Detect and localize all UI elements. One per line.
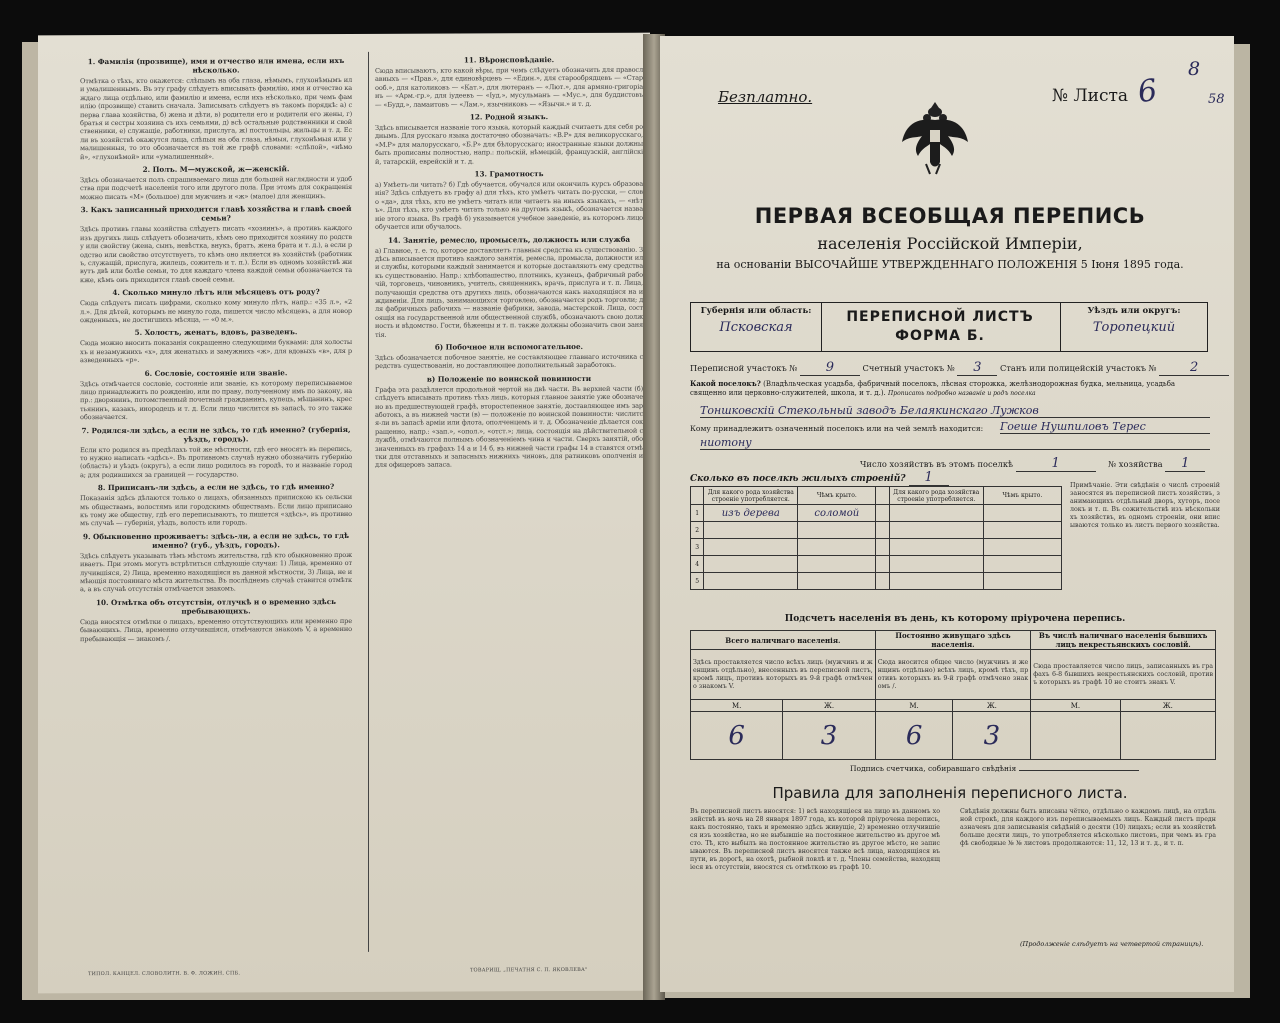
form-subtitle: населенія Россійской Имперіи, bbox=[817, 234, 1083, 253]
buildings-row-number-2 bbox=[876, 505, 889, 522]
table-row bbox=[691, 539, 1062, 556]
buildings-value: 1 bbox=[909, 470, 949, 486]
buildings-row-purpose-2 bbox=[889, 556, 983, 573]
police-district-value: 2 bbox=[1159, 360, 1229, 376]
section-text: Здѣсь отмѣчается сословіе, состояніе или званіе, къ которому переписываемое лицо принадлежитъ по рожденію, или по праву, полученному имъ по закону, напр.: дворянинъ, потомственный почетный гражданинъ, купецъ, мѣщанинъ, крестьянинъ, казакъ, инородецъ и т. д. Если лицо числится въ запасѣ, то это также обозначается. bbox=[80, 378, 352, 422]
buildings-row-purpose-2 bbox=[889, 539, 983, 556]
section-heading: 2. Полъ. М—мужской, ж—женскій. bbox=[142, 164, 290, 174]
buildings-row-roof: соломой bbox=[798, 505, 876, 522]
buildings-table bbox=[690, 486, 1062, 590]
left-column-2 bbox=[368, 51, 643, 952]
section-text: Графа эта раздѣляется продольной чертой на двѣ части. Въ верхней части (б) слѣдуетъ вписывать противъ тѣхъ лицъ, которыя главное занятіе уже обозначено въ предшествующей графѣ, второстепенное занятіе, доставляющее имъ заработокъ, а въ нижней части (в) — положеніе по воинской повинности: числится-ли въ запасѣ армiи или флота, ополченцемъ и т. д. Обозначеніе дѣлается сокращенно, напр.: «зап.», «опол.», «отст.»; лица, состоящія на дѣйствительной службѣ, отмѣчаются полнымъ обозначеніемъ чина и части. Сверхъ занятій, обозначенныхъ въ графахъ 14 а и 14 б, въ нижней части графы 14 в ставятся отмѣтки для отставныхъ и запасныхъ нижнихъ чиновъ, для ратниковъ ополченія и для офицеровъ запаса. bbox=[375, 384, 643, 470]
buildings-row-roof bbox=[798, 556, 876, 573]
section-text: Здѣсь обозначается побочное занятіе, не составляющее главнаго источника средствъ существованія, но доставляющее дополнительный заработокъ. bbox=[375, 352, 643, 371]
legal-basis: на основаніи ВЫСОЧАЙШЕ УТВЕРЖДЕННАГО ПОЛОЖЕНІЯ 5 Іюня 1895 года. bbox=[716, 258, 1184, 271]
district-row bbox=[690, 360, 1229, 376]
signature-line bbox=[1019, 770, 1139, 771]
count-permanent-desc: Сюда вносится общее число (мужчинъ и женщинъ отдѣльно) всѣхъ лицъ, кромѣ тѣхъ, противъ которыхъ въ 9-й графѣ отмѣчено знакомъ /. bbox=[875, 650, 1031, 700]
count-perm-zh-head: Ж. bbox=[953, 700, 1031, 712]
signature-label: Подпись счетчика, собиравшаго свѣдѣнія bbox=[850, 764, 1017, 773]
buildings-row-purpose: изъ дерева bbox=[704, 505, 798, 522]
settlement-label: Какой поселокъ? bbox=[690, 379, 761, 388]
section-heading: 8. Приписанъ-ли здѣсь, а если не здѣсь, то гдѣ именно? bbox=[97, 482, 335, 493]
continued-note: (Продолженіе слѣдуетъ на четвертой страницѣ). bbox=[1020, 940, 1204, 948]
section-heading: 11. Вѣроисповѣданіе. bbox=[463, 55, 555, 65]
buildings-row-purpose-2 bbox=[889, 505, 983, 522]
count-district-label: Счетный участокъ № bbox=[862, 363, 955, 373]
buildings-row-roof-2 bbox=[983, 539, 1061, 556]
section-text: Здѣсь противъ главы хозяйства слѣдуетъ писать «хозяинъ», а противъ каждого изъ другихъ лицъ слѣдуетъ обозначить, кѣмъ оно приходится хозяину по родству или свойству (жена, сынъ, невѣстка, внукъ, братъ, жена брата и т. д.), а если родство или свойство отсутствуетъ, то кѣмъ оно является въ хозяйствѣ (работникъ, служащій, прислуга, жилецъ, сожитель и т. п.). Если въ одномъ хозяйствѣ живутъ двѣ или болѣе семьи, то для каждаго члена каждой семьи обозначается также, кѣмъ онъ приходится главѣ своей семьи. bbox=[80, 224, 352, 284]
count-noncrest-header: Въ числѣ наличнаго населенія бывшихъ лицъ некрестьянскихъ сословій. bbox=[1031, 631, 1216, 650]
census-district-label: Переписной участокъ № bbox=[690, 363, 798, 373]
gubernia-value: Псковская bbox=[719, 320, 793, 335]
buildings-row-number: 4 bbox=[691, 556, 704, 573]
count-district-value: 3 bbox=[957, 360, 997, 376]
population-count-table bbox=[690, 630, 1216, 760]
buildings-row-roof-2 bbox=[983, 522, 1061, 539]
section-heading: 5. Холостъ, женатъ, вдовъ, разведенъ. bbox=[134, 327, 298, 338]
section-text: Отмѣтка о тѣхъ, кто окажется: слѣпымъ на оба глаза, нѣмымъ, глухонѣмымъ или умалишеннымъ. Въ эту графу слѣдуетъ вписывать фамилію, имя и отчество каждаго лица отдѣльно, или фамилію и имена, если ихъ нѣсколько, при чемъ фамилію (прозвище) ставить сначала. Записывать слѣдуетъ въ такомъ порядкѣ: а) сперва глава хозяйства, б) жена и дѣти, в) родители его и родители его жены, г) братья и сестры хозяина съ ихъ семьями, д) всѣ остальные родственники и свойственники, е) служащіе, работники, прислуга, ж) постояльцы, жильцы и т. д. Если въ хозяйствѣ окажутся лица, слѣпыя на оба глаза, нѣмыя, глухонѣмыя или умалишенныя, то это обозначается въ той же графѣ словами: «слѣпой», «нѣмой», «глухонѣмой» или «умалишенный». bbox=[80, 75, 352, 161]
section-text: Сюда вносятся отмѣтки о лицахъ, временно отсутствующихъ или временно пребывающихъ. Лица, временно отлучившіяся, отмѣчаются знакомъ V, а временно пребывающія — знакомъ /. bbox=[80, 616, 352, 643]
census-district-value: 9 bbox=[800, 360, 860, 376]
section-heading: 12. Родной языкъ. bbox=[469, 112, 549, 122]
section-heading: 10. Отмѣтка объ отсутствіи, отлучкѣ и о временно здѣсь пребывающихъ. bbox=[96, 596, 336, 616]
section-heading: 6. Сословіе, состояніе или званіе. bbox=[144, 367, 288, 378]
form-line-1: ПЕРЕПИСНОЙ ЛИСТЪ bbox=[846, 309, 1034, 325]
count-total-zh-head: Ж. bbox=[783, 700, 875, 712]
section-text: Сюда слѣдуетъ писать цифрами, сколько кому минуло лѣтъ, напр.: «35 л.», «2 л.». Для дѣтей, которымъ не минуло года, пишется число мѣсяцевъ, а для новорожденныхъ, не достигшихъ мѣсяца, — «0 м.». bbox=[80, 298, 352, 325]
buildings-row-number-2 bbox=[876, 522, 889, 539]
buildings-row-roof bbox=[798, 539, 876, 556]
buildings-col-roof: Чѣмъ крыто. bbox=[798, 487, 876, 505]
section-heading: 7. Родился-ли здѣсь, а если не здѣсь, то гдѣ именно? (губернія, уѣздъ, городъ). bbox=[81, 424, 351, 444]
households-label: Число хозяйствъ въ этомъ поселкѣ bbox=[860, 459, 1014, 469]
form-title: ПЕРВАЯ ВСЕОБЩАЯ ПЕРЕПИСЬ bbox=[754, 204, 1146, 228]
left-column-1 bbox=[80, 52, 352, 953]
buildings-col-roof-2: Чѣмъ крыто. bbox=[983, 487, 1061, 505]
rules-title: Правила для заполненія переписного листа. bbox=[772, 784, 1128, 802]
count-noncr-m-head: М. bbox=[1031, 700, 1120, 712]
census-form-page bbox=[660, 36, 1234, 992]
buildings-side-note: Примѣчаніе. Эти свѣдѣнія о числѣ строеній заносятся въ переписной листъ хозяйствъ, занимающихъ отдѣльный дворъ, хуторъ, поселокъ и т. п. Въ сожительствѣ изъ нѣсколькихъ хозяйствъ, въ одномъ строеніи, они вписываются только въ листъ первого хозяйства. bbox=[1070, 482, 1220, 529]
buildings-row-purpose-2 bbox=[889, 522, 983, 539]
sheet-number-handwritten: 6 bbox=[1135, 72, 1160, 111]
table-row bbox=[691, 505, 1062, 522]
buildings-label: Сколько въ поселкѣ жилыхъ строеній? bbox=[690, 474, 906, 484]
printer-imprint-left: ТИПОЛ. КАНЦЕЛ. СЛОВОЛИТН. В. Ф. ЛОЖИН, СПБ. bbox=[88, 970, 241, 978]
section-heading: 9. Обыкновенно проживаетъ: здѣсь-ли, а если не здѣсь, то гдѣ именно? (губ., уѣздъ, городъ). bbox=[82, 530, 350, 550]
count-total-desc: Здѣсь проставляется число всѣхъ лицъ (мужчинъ и женщинъ отдѣльно), внесенныхъ въ переписной листъ, кромѣ лицъ, противъ которыхъ въ 9-й графѣ отмѣчено знакомъ V. bbox=[691, 650, 876, 700]
form-line-2: ФОРМА Б. bbox=[895, 328, 985, 344]
settlement-row bbox=[690, 379, 1210, 398]
section-heading: 3. Какъ записанный приходится главѣ хозяйства и главѣ своей семьи? bbox=[80, 204, 352, 223]
buildings-row-number: 5 bbox=[691, 573, 704, 590]
count-total-m-head: М. bbox=[691, 700, 783, 712]
count-total-header: Всего наличнаго населенія. bbox=[691, 631, 876, 650]
imperial-eagle-emblem bbox=[900, 96, 970, 178]
owner-label: Кому принадлежитъ означенный поселокъ или на чей землѣ находится: bbox=[690, 424, 984, 433]
buildings-row-purpose bbox=[704, 573, 798, 590]
section-text: Здѣсь обозначается полъ спрашиваемаго лица для большей наглядности и удобства при подсчетѣ населенія того или другого пола. При этомъ для сокращенія можно писать «М» (большое) для мужчинъ и «ж» (малое) для женщинъ. bbox=[80, 175, 352, 202]
section-heading: 14. Занятіе, ремесло, промыселъ, должность или служба bbox=[387, 234, 631, 245]
rules-column-2: Свѣдѣнія должны быть вписаны чётко, отдѣльно о каждомъ лицѣ, на отдѣльной строкѣ, для каждого изъ переписываемыхъ лицъ. Каждый листъ предназначенъ для записыванія свѣдѣній о десяти (10) лицахъ; если въ хозяйствѣ больше десяти лицъ, то употребляется нѣсколько листовъ, при чемъ въ графѣ свободные № № листовъ продолжаются: 11, 12, 13 и т. д., и т. п. bbox=[960, 808, 1216, 847]
buildings-row-number: 1 bbox=[691, 505, 704, 522]
buildings-col-purpose: Для какого рода хозяйства строеніе употребляется. bbox=[704, 487, 798, 505]
signature-row bbox=[850, 764, 1139, 773]
table-row bbox=[691, 573, 1062, 590]
sheet-number-label: № Листа bbox=[1052, 86, 1129, 106]
count-total-zh: 3 bbox=[783, 712, 875, 760]
section-heading: 4. Сколько минуло лѣтъ или мѣсяцевъ отъ роду? bbox=[112, 287, 320, 298]
section-text: а) Умѣетъ-ли читать? б) Гдѣ обучается, обучался или окончилъ курсъ образованія? Здѣсь слѣдуетъ въ графу а) для тѣхъ, кто умѣетъ читать по-русски, — слово «да», для тѣхъ, кто не умѣетъ читать или читаетъ на иныхъ языкахъ, — «нѣтъ». Для тѣхъ, кто умѣетъ читать только на другомъ языкѣ, обозначается названіе этого языка. Въ графѣ б) указывается учебное заведеніе, въ которомъ лицо обучается или обучалось. bbox=[375, 179, 643, 231]
count-noncr-zh-head: Ж. bbox=[1120, 700, 1215, 712]
count-permanent-header: Постоянно живущаго здѣсь населенія. bbox=[875, 631, 1031, 650]
buildings-row-purpose-2 bbox=[889, 573, 983, 590]
buildings-row-number-2 bbox=[876, 539, 889, 556]
section-text: Показанія здѣсь дѣлаются только о лицахъ, обязанныхъ припискою къ сельскимъ обществамъ, волостямъ или городскимъ обществамъ. Если лицо приписано къ тому же обществу, гдѣ его переписываютъ, то пишется «здѣсь», въ противномъ случаѣ — губернія, уѣздъ, волость или городъ. bbox=[80, 493, 352, 528]
population-count-title: Подсчетъ населенія въ день, къ которому пріурочена перепись. bbox=[784, 614, 1126, 624]
household-no-value: 1 bbox=[1165, 456, 1205, 472]
buildings-row-purpose bbox=[704, 539, 798, 556]
section-heading: б) Побочное или вспомогательное. bbox=[434, 341, 584, 352]
buildings-row-roof-2 bbox=[983, 556, 1061, 573]
police-district-label: Станъ или полицейскій участокъ № bbox=[999, 363, 1157, 373]
count-perm-zh: 3 bbox=[953, 712, 1031, 760]
count-total-m: 6 bbox=[691, 712, 783, 760]
buildings-row-roof-2 bbox=[983, 505, 1061, 522]
section-text: Здѣсь вписывается названіе того языка, который каждый считаетъ для себя роднымъ. Для русскаго языка достаточно обозначать: «В.Р» для великорусскаго, «М.Р» для малорусскаго, «Б.Р» для бѣлорусскаго; иностранные языки должны быть прописаны полностью, напр.: польскій, нѣмецкій, французскій, англійскій, татарскій, еврейскій и т. д. bbox=[375, 122, 643, 166]
count-perm-m: 6 bbox=[875, 712, 953, 760]
buildings-row-number-2 bbox=[876, 556, 889, 573]
section-text: Сюда можно вносить показанія сокращенно следующими буквами: для холостыхъ и незамужнихъ «х», для женатыхъ и замужнихъ «ж», для вдовыхъ «в», для разведенныхъ «р». bbox=[80, 338, 352, 365]
section-text: Сюда вписываютъ, кто какой вѣры, при чемъ слѣдуетъ обозначить для православныхъ — «Прав.», для единовѣрцевъ — «Един.», для старообрядцевъ — «Старооб.», для католиковъ — «Кат.», для лютеранъ — «Лют.», для армяно-григоріанъ — «Арм.-гр.», для іудеевъ — «Іуд.», мусульманъ — «Мус.», для буддистовъ — «Будд.», ламаитовъ — «Лам.», язычниковъ — «Язычн.» и т. д. bbox=[375, 65, 643, 109]
buildings-row-number-2 bbox=[876, 573, 889, 590]
rules-column-1: Въ переписной листъ вносятся: 1) всѣ находящіеся на лицо въ данномъ хозяйствѣ въ ночь на 28 января 1897 года, къ которой пріурочена перепись, какъ постоянно, такъ и временно здѣсь живущіе, 2) временно отлучившіеся изъ хозяйства, но не выбывшіе на постоянное жительство въ другое мѣсто. Тѣ, кто выбылъ на постоянное жительство въ другое мѣсто, не записываются. Въ переписной листъ вносятся также всѣ лица, находящіяся въ пути, въ дорогѣ, на охотѣ, рыбной ловлѣ и т. д. Члены семейства, находящіеся въ отсутствіи, вносятся съ отмѣткою въ графѣ 10. bbox=[690, 808, 940, 871]
buildings-row-roof-2 bbox=[983, 573, 1061, 590]
count-noncr-zh bbox=[1120, 712, 1215, 760]
buildings-row-purpose bbox=[704, 522, 798, 539]
buildings-row-number: 2 bbox=[691, 522, 704, 539]
section-text: а) Главное, т. е. то, которое доставляетъ главныя средства къ существованію. Здѣсь вписывается противъ каждого занятія, ремесла, промысла, должности или службы, которыми каждый занимается и которые доставляютъ ему средства къ существованію. Напр.: хлѣбопашество, плотникъ, кузнецъ, фабричный рабочій, торговецъ, чиновникъ, учитель, священникъ, врачъ, прислуга и т. п. Лица, получающія средства отъ другихъ лицъ, обозначаются какъ находящіяся на иждивеніи. Для лицъ, занимающихся торговлею, обозначается родъ торговли; для фабричныхъ рабочихъ — названіе фабрики, завода, мастерской. Лица, состоящія на государственной или общественной службѣ, обозначаютъ свою должность и вѣдомство. Гости, бѣженцы и т. п. также должны обозначить свои занятія. bbox=[375, 245, 643, 339]
archive-number-b: 58 bbox=[1208, 92, 1225, 107]
settlement-note: (Владѣльческая усадьба, фабричный поселокъ, лѣсная сторожка, желѣзнодорожная будка, мельница, усадьба священно или церковно-служителей, школа, и т. д.). bbox=[690, 380, 1176, 397]
buildings-row-number: 3 bbox=[691, 539, 704, 556]
section-heading: 1. Фамилія (прозвище), имя и отчество или имена, если ихъ нѣсколько. bbox=[87, 55, 345, 75]
gubernia-label: Губернія или область: bbox=[700, 306, 812, 316]
count-noncr-m bbox=[1031, 712, 1120, 760]
table-row bbox=[691, 556, 1062, 573]
settlement-value: Тоншковскій Стекольный заводъ Белаякинскаго Лужков bbox=[700, 404, 1210, 418]
section-text: Здѣсь слѣдуетъ указывать тѣмъ мѣстомъ жительства, гдѣ кто обыкновенно проживаетъ. При этомъ могутъ встрѣтиться слѣдующіе случаи: 1) Лица, временно отлучившіяся, 2) Лица, временно находящіяся въ данной мѣстности, 3) Лица, не имѣющія постояннаго мѣста жительства. Въ послѣднемъ случаѣ ставится отмѣтка, а въ случаѣ отсутствія отмѣчается знакомъ. bbox=[80, 550, 352, 594]
buildings-row-roof bbox=[798, 522, 876, 539]
owner-value: Гоеше Нушпиловъ Терес bbox=[1000, 420, 1210, 434]
printer-imprint-right: ТОВАРИЩ. „ПЕЧАТНЯ С. П. ЯКОВЛЕВА" bbox=[470, 966, 588, 974]
buildings-label-row bbox=[690, 470, 949, 486]
section-heading: в) Положеніе по воинской повинности bbox=[426, 373, 592, 384]
uezd-box bbox=[1060, 302, 1208, 352]
households-value: 1 bbox=[1016, 456, 1096, 472]
uezd-value: Торопецкий bbox=[1092, 320, 1176, 335]
table-row bbox=[691, 522, 1062, 539]
buildings-row-purpose bbox=[704, 556, 798, 573]
count-noncrest-desc: Сюда проставляется число лицъ, записанныхъ въ графахъ 6-8 бывшихъ некрестьянскихъ сословій, противъ которыхъ въ графѣ 10 не стоитъ знакъ V. bbox=[1031, 650, 1216, 700]
count-perm-m-head: М. bbox=[875, 700, 953, 712]
free-label: Безплатно. bbox=[718, 88, 813, 106]
section-text: Если кто родился въ предѣлахъ той же мѣстности, гдѣ его вносятъ въ перепись, то нужно написать «здѣсь». Въ противномъ случаѣ нужно обозначить губернію (область) и уѣздъ (округъ), а если лицо родилось въ городѣ, то и названіе города; для родившихся за границей — государство. bbox=[80, 444, 352, 479]
section-heading: 13. Грамотность bbox=[474, 169, 544, 179]
buildings-row-roof bbox=[798, 573, 876, 590]
owner-value-continued: ниотону bbox=[700, 436, 1210, 450]
form-name-box bbox=[820, 302, 1060, 352]
household-no-label: № хозяйства bbox=[1108, 459, 1163, 469]
archive-number-a: 8 bbox=[1188, 58, 1201, 80]
uezd-label: Уѣздъ или округъ: bbox=[1087, 306, 1181, 316]
left-page bbox=[38, 33, 650, 994]
buildings-col-purpose-2: Для какого рода хозяйства строеніе употребляется. bbox=[889, 487, 983, 505]
settlement-hint: Прописать подробно названіе и родъ поселка bbox=[888, 390, 1036, 397]
gubernia-box bbox=[690, 302, 822, 352]
